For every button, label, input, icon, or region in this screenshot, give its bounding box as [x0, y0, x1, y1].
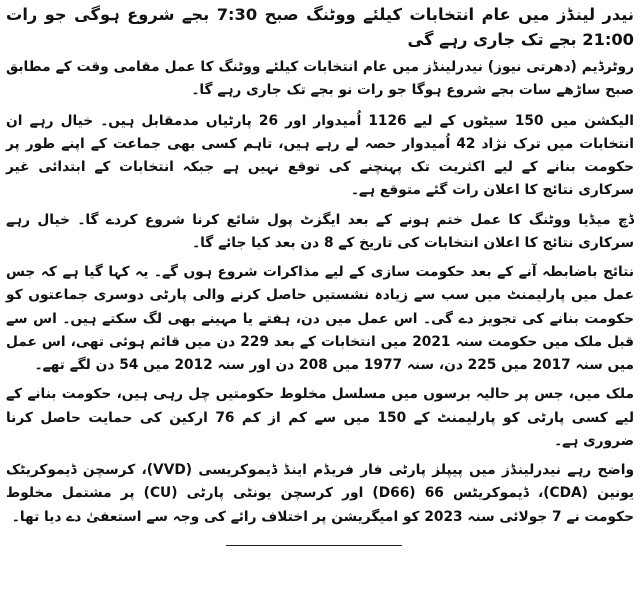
article-headline: نیدر لینڈز میں عام انتخابات کیلئے ووٹنگ صبح 7:30 بجے شروع ہوگی جو رات 21:00 بجے تک جاری رہے گی [6, 5, 634, 49]
article-paragraph: واضح رہے نیدرلینڈز میں پیپلز پارٹی فار فریڈم اینڈ ڈیموکریسی (VVD)، کرسچن ڈیموکریٹک یونین (CDA)، ڈیموکریٹس 66 (D66) اور کرسچن یونٹی پارٹی (CU) پر مشتمل مخلوط حکومت نے 7 جولائی سنہ 2023 کو امیگریشن پر اختلاف رائے کی وجہ سے استعفیٰ دے دیا تھا۔ [6, 462, 634, 525]
article-paragraph: نتائج باضابطہ آنے کے بعد حکومت سازی کے لیے مذاکرات شروع ہوں گے۔ یہ کہا گیا ہے کہ جس عمل میں پارلیمنٹ میں سب سے زیادہ نشستیں حاصل کرنے والی پارٹی دوسری جماعتوں کو حکومت بنانے کی تجویز دے گی۔ اس عمل میں دن، ہفتے یا مہینے بھی لگ سکتے ہیں۔ اس سے قبل ملک میں حکومت سنہ 2021 میں انتخابات کے بعد 229 دن میں قائم ہوئی تھی، اس عمل میں سنہ 2017 میں 225 دن، سنہ 1977 میں 208 دن اور سنہ 2012 میں 54 دن لگے تھے۔ [6, 264, 634, 373]
article-paragraph: روٹرڈیم (دھرتی نیوز) نیدرلینڈز میں عام انتخابات کیلئے ووٹنگ کا عمل مقامی وقت کے مطابق صبح ساڑھے سات بجے شروع ہوگا جو رات نو بجے تک جاری رہے گا۔ [6, 59, 634, 99]
article-paragraph: ملک میں، جس پر حالیہ برسوں میں مسلسل مخلوط حکومتیں چل رہی ہیں، حکومت بنانے کے لیے کسی پارٹی کو پارلیمنٹ کے 150 میں سے کم از کم 76 ارکین کی حمایت حاصل کرنا ضروری ہے۔ [6, 386, 634, 449]
article-end-divider [226, 545, 402, 546]
article-paragraph: ڈچ میڈیا ووٹنگ کا عمل ختم ہونے کے بعد ایگزٹ پول شائع کرنا شروع کردے گا۔ خیال رہے سرکاری نتائج کا اعلان انتخابات کی تاریخ کے 8 دن بعد کیا جائے گا۔ [6, 211, 634, 251]
news-article [6, 2, 634, 535]
article-paragraph: الیکشن میں 150 سیٹوں کے لیے 1126 اُمیدوار اور 26 پارٹیاں مدمقابل ہیں۔ خیال رہے ان انتخابات میں ترک نژاد 42 اُمیدوار حصہ لے رہے ہیں، تاہم کسی بھی جماعت کے اپنے طور پر حکومت بنانے کے لیے اکثریت تک پہنچنے کی توقع نہیں ہے جبکہ انتخابات کے ابتدائی غیر سرکاری نتائج کا اعلان رات گئے متوقع ہے۔ [6, 112, 635, 199]
